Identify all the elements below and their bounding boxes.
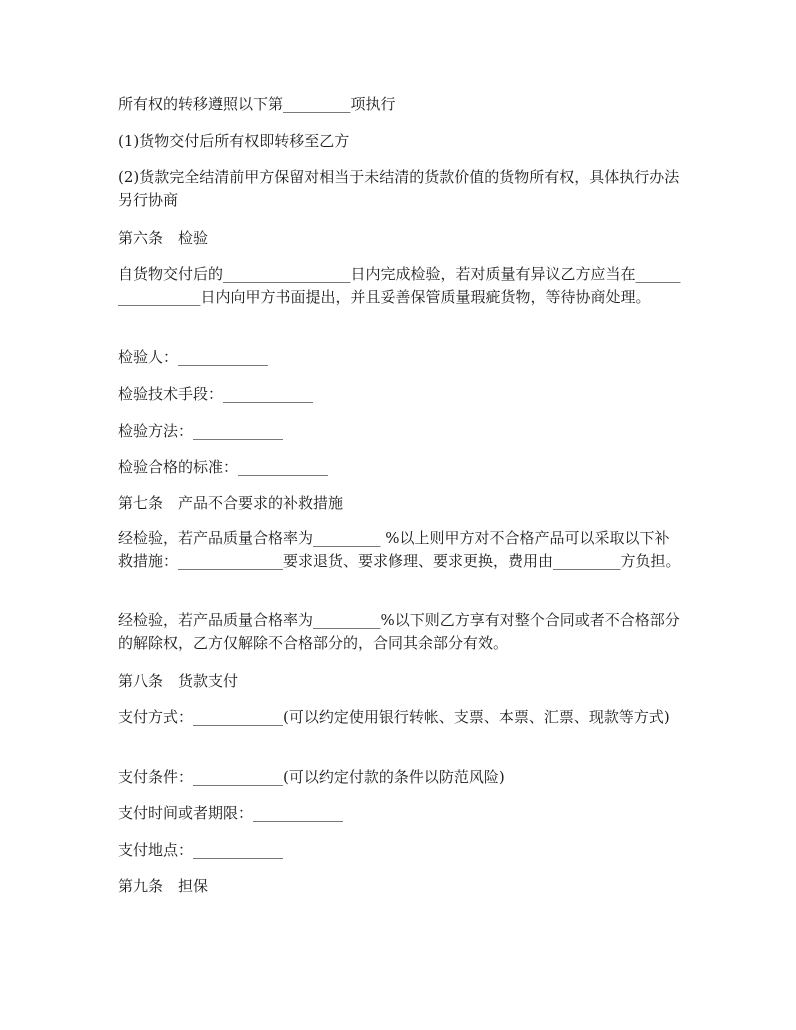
- section-heading-7: 第七条 产品不合要求的补救措施: [118, 494, 344, 512]
- field-inspector: 检验人：____________: [118, 348, 269, 366]
- paragraph-inspection-terms: 自货物交付后的_________________日内完成检验，若对质量有异议乙方应当在_________________日内向甲方书面提出，并且妥善保管质量瑕疵货物，等待协商处理。: [118, 265, 681, 306]
- field-payment-location: 支付地点：____________: [118, 841, 284, 859]
- section-heading-6: 第六条 检验: [118, 229, 209, 247]
- field-payment-deadline: 支付时间或者期限：____________: [118, 804, 344, 822]
- paragraph-option-2: (2)货款完全结清前甲方保留对相当于未结清的货款价值的货物所有权，具体执行办法另行协商: [118, 168, 680, 209]
- section-heading-9: 第九条 担保: [118, 877, 209, 895]
- field-inspection-technique: 检验技术手段：____________: [118, 385, 314, 403]
- paragraph-ownership-transfer: 所有权的转移遵照以下第_________项执行: [118, 95, 396, 113]
- section-heading-8: 第八条 货款支付: [118, 672, 239, 690]
- field-payment-conditions: 支付条件：____________(可以约定付款的条件以防范风险): [118, 768, 505, 786]
- field-inspection-method: 检验方法：____________: [118, 422, 284, 440]
- paragraph-remedy-below: 经检验，若产品质量合格率为_________%以下则乙方享有对整个合同或者不合格部分的解除权，乙方仅解除不合格部分的，合同其余部分有效。: [118, 611, 680, 652]
- paragraph-remedy-above: 经检验，若产品质量合格率为_________ %以上则甲方对不合格产品可以采取以下补救措施：______________要求退货、要求修理、要求更换，费用由_________方负担。: [118, 529, 681, 570]
- field-inspection-standard: 检验合格的标准：____________: [118, 458, 329, 476]
- field-payment-method: 支付方式：____________(可以约定使用银行转帐、支票、本票、汇票、现款等方式): [118, 708, 670, 726]
- paragraph-option-1: (1)货物交付后所有权即转移至乙方: [118, 132, 350, 150]
